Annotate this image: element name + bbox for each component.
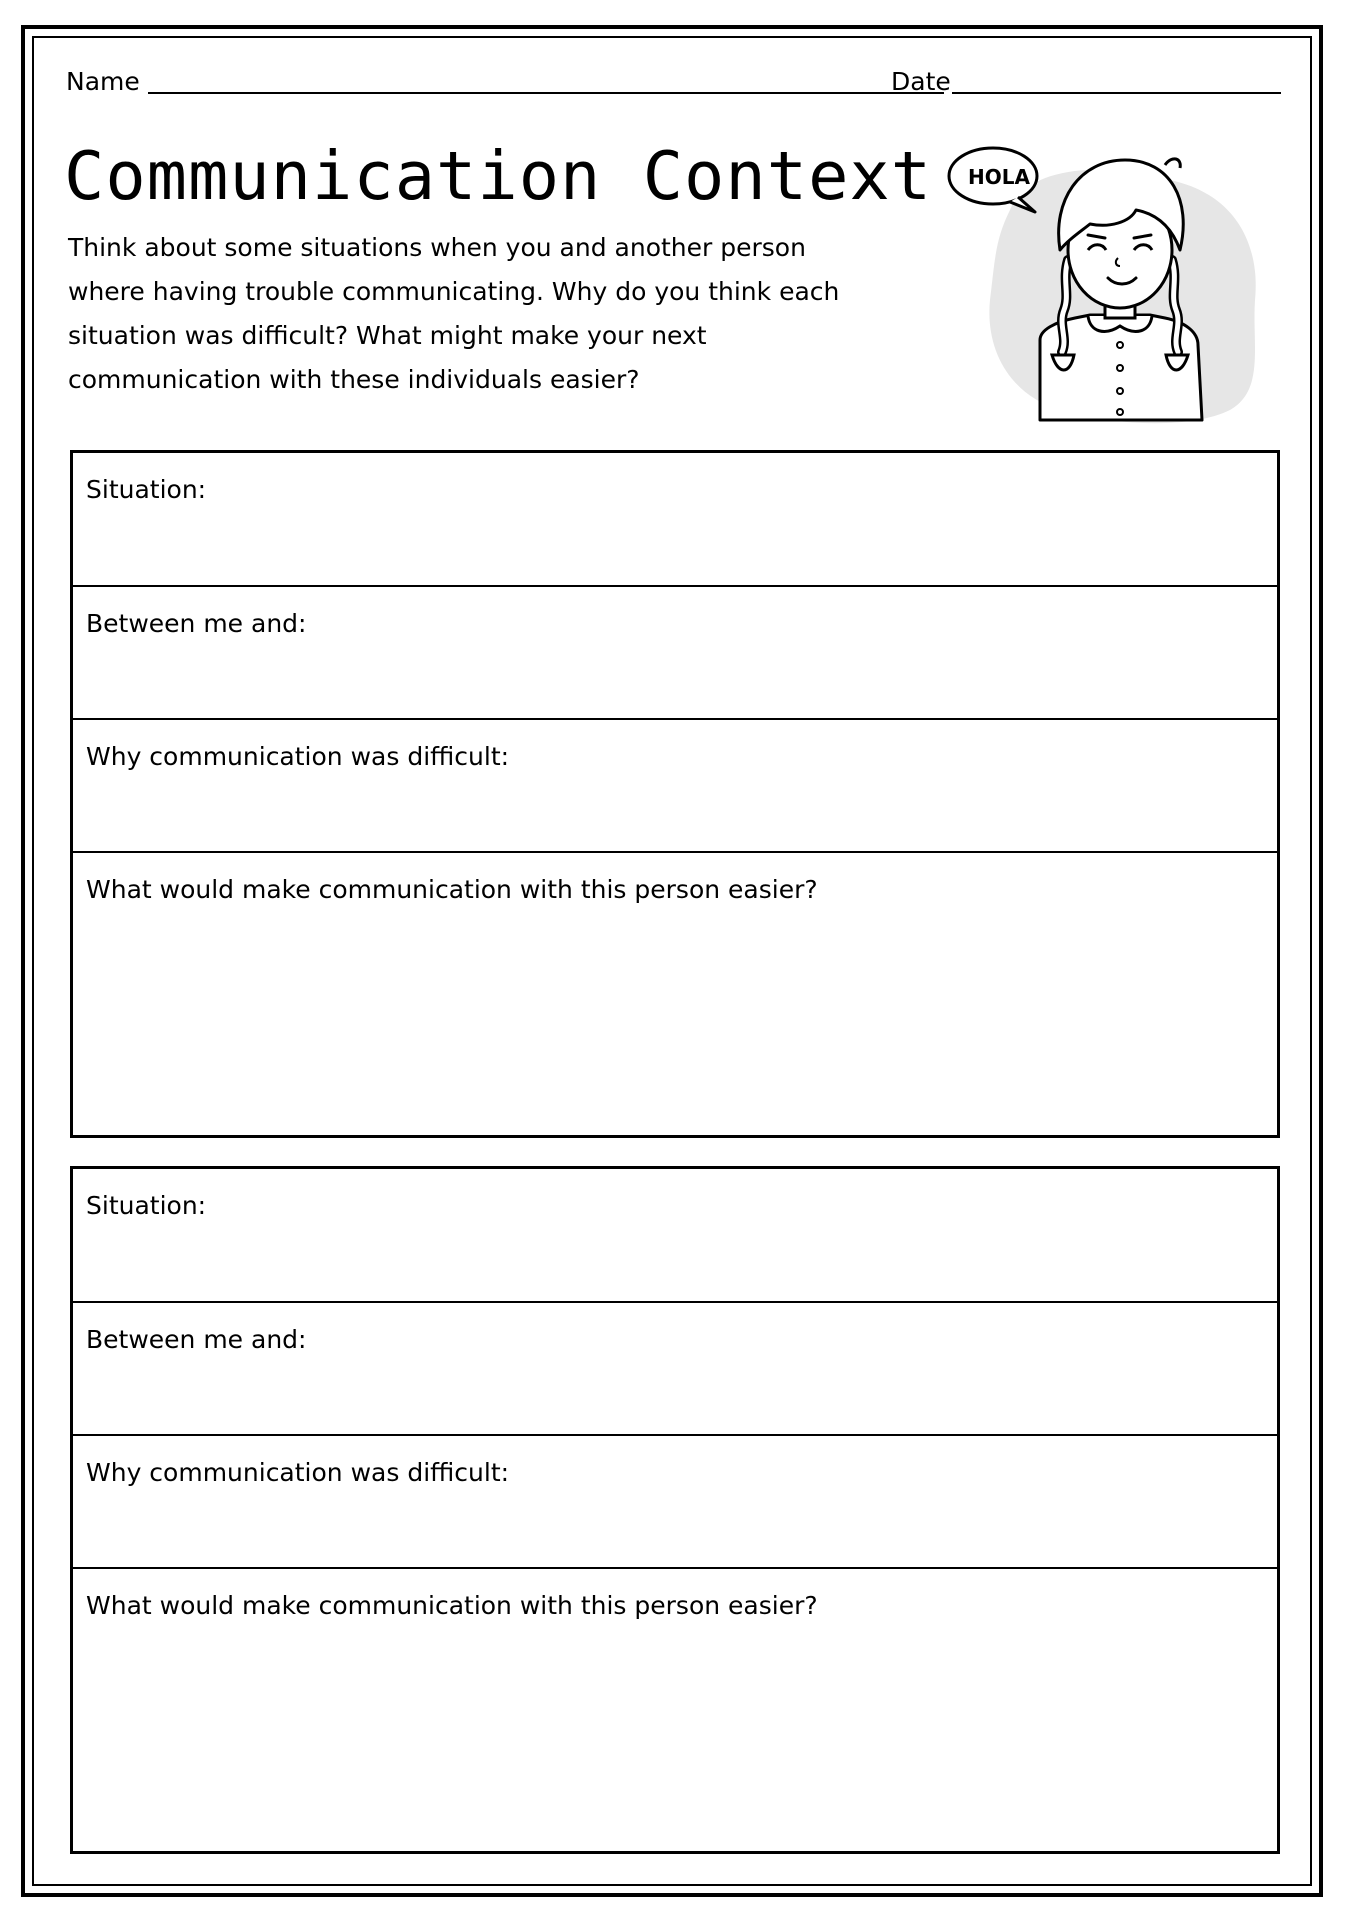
instructions-line: communication with these individuals easier? bbox=[68, 365, 640, 394]
between-answer-area[interactable] bbox=[86, 1361, 1264, 1424]
situation-label: Situation: bbox=[86, 1191, 207, 1220]
situation-label: Situation: bbox=[86, 475, 207, 504]
instructions-paragraph bbox=[68, 226, 928, 402]
easier-answer-area[interactable] bbox=[86, 911, 1264, 1125]
name-field[interactable] bbox=[148, 92, 944, 94]
instructions-line: Think about some situations when you and another person bbox=[68, 233, 806, 262]
name-date-header bbox=[66, 62, 1281, 102]
why-difficult-row bbox=[73, 720, 1277, 853]
easier-row bbox=[73, 853, 1277, 1135]
between-label: Between me and: bbox=[86, 609, 307, 638]
name-label: Name bbox=[66, 67, 140, 96]
why-difficult-label: Why communication was difficult: bbox=[86, 1458, 510, 1487]
response-section-2 bbox=[70, 1166, 1280, 1854]
situation-row bbox=[73, 1169, 1277, 1303]
date-label: Date bbox=[891, 67, 951, 96]
easier-answer-area[interactable] bbox=[86, 1627, 1264, 1841]
between-answer-area[interactable] bbox=[86, 645, 1264, 708]
response-section-1 bbox=[70, 450, 1280, 1138]
easier-label: What would make communication with this person easier? bbox=[86, 1591, 818, 1620]
girl-with-braids-illustration bbox=[940, 140, 1270, 430]
situation-answer-area[interactable] bbox=[86, 511, 1264, 575]
situation-row bbox=[73, 453, 1277, 587]
between-row bbox=[73, 587, 1277, 720]
between-row bbox=[73, 1303, 1277, 1436]
speech-bubble-text: HOLA bbox=[968, 165, 1030, 189]
easier-row bbox=[73, 1569, 1277, 1851]
situation-answer-area[interactable] bbox=[86, 1227, 1264, 1291]
why-difficult-answer-area[interactable] bbox=[86, 1494, 1264, 1557]
instructions-line: where having trouble communicating. Why do you think each bbox=[68, 277, 840, 306]
girl-with-braids-icon bbox=[940, 140, 1270, 430]
page-title: Communication Context bbox=[64, 137, 933, 215]
date-field[interactable] bbox=[952, 92, 1281, 94]
between-label: Between me and: bbox=[86, 1325, 307, 1354]
why-difficult-row bbox=[73, 1436, 1277, 1569]
why-difficult-label: Why communication was difficult: bbox=[86, 742, 510, 771]
why-difficult-answer-area[interactable] bbox=[86, 778, 1264, 841]
instructions-line: situation was difficult? What might make your next bbox=[68, 321, 707, 350]
easier-label: What would make communication with this person easier? bbox=[86, 875, 818, 904]
